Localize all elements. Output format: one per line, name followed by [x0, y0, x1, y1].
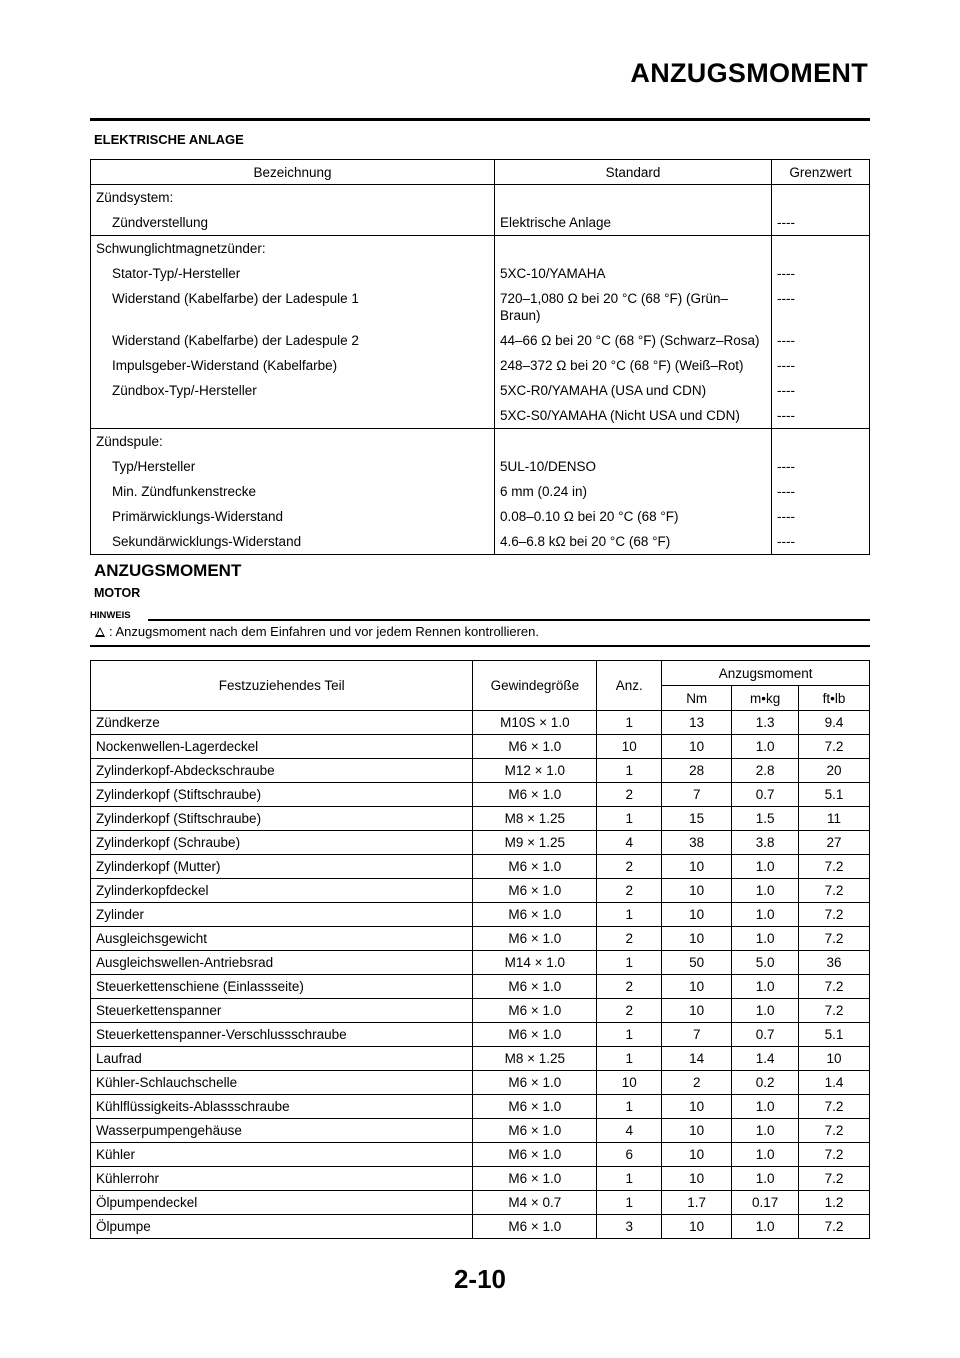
quantity: 4 [597, 831, 662, 855]
spec-limit: ---- [772, 378, 870, 403]
table-row [91, 1023, 870, 1047]
column-header-standard: Standard [495, 160, 772, 185]
spec-limit: ---- [772, 286, 870, 328]
thread-size: M6 × 1.0 [473, 1071, 597, 1095]
torque-ftlb: 5.1 [799, 783, 870, 807]
thread-size: M6 × 1.0 [473, 999, 597, 1023]
quantity: 1 [597, 759, 662, 783]
quantity: 2 [597, 999, 662, 1023]
torque-ftlb: 7.2 [799, 1215, 870, 1239]
table-row [91, 711, 870, 735]
electrical-header-row [91, 160, 870, 185]
torque-ftlb: 36 [799, 951, 870, 975]
group-standard-empty [495, 236, 772, 262]
part-name: Kühler [91, 1143, 473, 1167]
spec-designation [91, 403, 495, 429]
note-text: : Anzugsmoment nach dem Einfahren und vor jedem Rennen kontrollieren. [109, 624, 539, 639]
torque-ftlb: 9.4 [799, 711, 870, 735]
torque-ftlb: 7.2 [799, 855, 870, 879]
group-title: Zündsystem: [91, 185, 495, 211]
thread-size: M6 × 1.0 [473, 1119, 597, 1143]
spec-standard: 248–372 Ω bei 20 °C (68 °F) (Weiß–Rot) [495, 353, 772, 378]
spec-standard: 5UL-10/DENSO [495, 454, 772, 479]
column-header-mkg: m•kg [732, 686, 799, 711]
torque-mkg: 1.0 [732, 1143, 799, 1167]
quantity: 3 [597, 1215, 662, 1239]
table-row [91, 1047, 870, 1071]
torque-mkg: 1.0 [732, 975, 799, 999]
spec-designation: Zündverstellung [91, 210, 495, 236]
torque-nm: 10 [662, 1215, 732, 1239]
torque-nm: 2 [662, 1071, 732, 1095]
electrical-table-body [91, 185, 870, 555]
torque-ftlb: 1.2 [799, 1191, 870, 1215]
thread-size: M6 × 1.0 [473, 975, 597, 999]
spec-standard: 5XC-10/YAMAHA [495, 261, 772, 286]
column-header-designation: Bezeichnung [91, 160, 495, 185]
group-row [91, 236, 870, 262]
table-row [91, 951, 870, 975]
section-subtitle-motor: MOTOR [94, 586, 141, 600]
torque-nm: 50 [662, 951, 732, 975]
column-header-part: Festzuziehendes Teil [91, 661, 473, 711]
spec-limit: ---- [772, 210, 870, 236]
thread-size: M6 × 1.0 [473, 1023, 597, 1047]
part-name: Zylinderkopf-Abdeckschraube [91, 759, 473, 783]
note-rule-bottom [90, 645, 870, 647]
part-name: Ausgleichswellen-Antriebsrad [91, 951, 473, 975]
spec-designation: Widerstand (Kabelfarbe) der Ladespule 1 [91, 286, 495, 328]
part-name: Zylinder [91, 903, 473, 927]
torque-nm: 10 [662, 903, 732, 927]
spec-standard: Elektrische Anlage [495, 210, 772, 236]
torque-ftlb: 7.2 [799, 735, 870, 759]
table-row [91, 879, 870, 903]
table-row [91, 975, 870, 999]
torque-mkg: 0.17 [732, 1191, 799, 1215]
quantity: 10 [597, 1071, 662, 1095]
torque-ftlb: 5.1 [799, 1023, 870, 1047]
torque-mkg: 1.0 [732, 999, 799, 1023]
quantity: 2 [597, 855, 662, 879]
part-name: Steuerkettenspanner-Verschlussschraube [91, 1023, 473, 1047]
table-row [91, 999, 870, 1023]
torque-ftlb: 7.2 [799, 903, 870, 927]
table-row [91, 1191, 870, 1215]
torque-ftlb: 20 [799, 759, 870, 783]
quantity: 2 [597, 927, 662, 951]
torque-ftlb: 1.4 [799, 1071, 870, 1095]
table-row [91, 1095, 870, 1119]
torque-ftlb: 7.2 [799, 999, 870, 1023]
torque-mkg: 1.0 [732, 735, 799, 759]
table-row [91, 1143, 870, 1167]
spec-designation: Sekundärwicklungs-Widerstand [91, 529, 495, 555]
torque-nm: 10 [662, 879, 732, 903]
part-name: Wasserpumpengehäuse [91, 1119, 473, 1143]
torque-nm: 10 [662, 975, 732, 999]
torque-mkg: 0.7 [732, 1023, 799, 1047]
table-row [91, 903, 870, 927]
quantity: 2 [597, 975, 662, 999]
spec-designation: Widerstand (Kabelfarbe) der Ladespule 2 [91, 328, 495, 353]
torque-nm: 10 [662, 1167, 732, 1191]
part-name: Laufrad [91, 1047, 473, 1071]
torque-mkg: 3.8 [732, 831, 799, 855]
torque-nm: 38 [662, 831, 732, 855]
triangle-icon [95, 627, 105, 637]
spec-standard: 44–66 Ω bei 20 °C (68 °F) (Schwarz–Rosa) [495, 328, 772, 353]
thread-size: M6 × 1.0 [473, 1167, 597, 1191]
table-row [91, 831, 870, 855]
spec-limit: ---- [772, 529, 870, 555]
quantity: 1 [597, 1167, 662, 1191]
table-row [91, 1215, 870, 1239]
table-row [91, 855, 870, 879]
torque-mkg: 0.2 [732, 1071, 799, 1095]
thread-size: M8 × 1.25 [473, 807, 597, 831]
thread-size: M14 × 1.0 [473, 951, 597, 975]
torque-nm: 10 [662, 855, 732, 879]
torque-mkg: 1.0 [732, 1119, 799, 1143]
table-row [91, 1071, 870, 1095]
torque-mkg: 1.0 [732, 855, 799, 879]
column-header-ftlb: ft•lb [799, 686, 870, 711]
table-row [91, 735, 870, 759]
thread-size: M6 × 1.0 [473, 927, 597, 951]
torque-nm: 10 [662, 1143, 732, 1167]
part-name: Kühlerrohr [91, 1167, 473, 1191]
spec-standard: 4.6–6.8 kΩ bei 20 °C (68 °F) [495, 529, 772, 555]
table-row [91, 759, 870, 783]
torque-mkg: 5.0 [732, 951, 799, 975]
spec-row [91, 454, 870, 479]
page-header-title: ANZUGSMOMENT [630, 58, 868, 88]
torque-ftlb: 7.2 [799, 1167, 870, 1191]
torque-nm: 10 [662, 999, 732, 1023]
torque-mkg: 1.0 [732, 903, 799, 927]
spec-designation: Stator-Typ/-Hersteller [91, 261, 495, 286]
spec-standard: 0.08–0.10 Ω bei 20 °C (68 °F) [495, 504, 772, 529]
electrical-spec-table [90, 159, 870, 555]
group-standard-empty [495, 429, 772, 455]
group-limit-empty [772, 185, 870, 211]
page-number: 2-10 [453, 1264, 507, 1294]
torque-mkg: 1.4 [732, 1047, 799, 1071]
torque-mkg: 2.8 [732, 759, 799, 783]
group-limit-empty [772, 429, 870, 455]
header-rule [90, 118, 870, 121]
thread-size: M6 × 1.0 [473, 1095, 597, 1119]
note-label: HINWEIS [90, 610, 131, 621]
torque-ftlb: 10 [799, 1047, 870, 1071]
group-title: Schwunglichtmagnetzünder: [91, 236, 495, 262]
quantity: 1 [597, 1023, 662, 1047]
thread-size: M4 × 0.7 [473, 1191, 597, 1215]
torque-mkg: 1.0 [732, 1167, 799, 1191]
spec-row [91, 261, 870, 286]
part-name: Zylinderkopf (Mutter) [91, 855, 473, 879]
torque-nm: 10 [662, 927, 732, 951]
torque-nm: 14 [662, 1047, 732, 1071]
table-row [91, 927, 870, 951]
group-row [91, 185, 870, 211]
torque-table [90, 660, 870, 1239]
torque-ftlb: 7.2 [799, 975, 870, 999]
spec-row [91, 328, 870, 353]
torque-ftlb: 7.2 [799, 1143, 870, 1167]
torque-ftlb: 7.2 [799, 879, 870, 903]
spec-row [91, 353, 870, 378]
spec-designation: Impulsgeber-Widerstand (Kabelfarbe) [91, 353, 495, 378]
part-name: Zylinderkopf (Stiftschraube) [91, 807, 473, 831]
part-name: Ausgleichsgewicht [91, 927, 473, 951]
torque-nm: 10 [662, 1095, 732, 1119]
torque-mkg: 1.0 [732, 927, 799, 951]
part-name: Kühlflüssigkeits-Ablassschraube [91, 1095, 473, 1119]
quantity: 1 [597, 1191, 662, 1215]
group-limit-empty [772, 236, 870, 262]
part-name: Zündkerze [91, 711, 473, 735]
spec-limit: ---- [772, 353, 870, 378]
spec-limit: ---- [772, 454, 870, 479]
table-row [91, 783, 870, 807]
quantity: 2 [597, 879, 662, 903]
torque-ftlb: 7.2 [799, 1095, 870, 1119]
torque-mkg: 0.7 [732, 783, 799, 807]
quantity: 6 [597, 1143, 662, 1167]
spec-standard: 5XC-S0/YAMAHA (Nicht USA und CDN) [495, 403, 772, 429]
torque-ftlb: 7.2 [799, 1119, 870, 1143]
column-header-limit: Grenzwert [772, 160, 870, 185]
quantity: 1 [597, 711, 662, 735]
part-name: Nockenwellen-Lagerdeckel [91, 735, 473, 759]
section-title-electrical: ELEKTRISCHE ANLAGE [94, 132, 244, 147]
torque-mkg: 1.3 [732, 711, 799, 735]
column-header-thread: Gewindegröße [473, 661, 597, 711]
spec-row [91, 403, 870, 429]
spec-standard: 5XC-R0/YAMAHA (USA und CDN) [495, 378, 772, 403]
thread-size: M10S × 1.0 [473, 711, 597, 735]
torque-nm: 15 [662, 807, 732, 831]
quantity: 1 [597, 903, 662, 927]
torque-mkg: 1.5 [732, 807, 799, 831]
spec-designation: Typ/Hersteller [91, 454, 495, 479]
spec-row [91, 210, 870, 236]
torque-ftlb: 11 [799, 807, 870, 831]
thread-size: M6 × 1.0 [473, 735, 597, 759]
table-row [91, 1167, 870, 1191]
spec-standard: 720–1,080 Ω bei 20 °C (68 °F) (Grün–Braun) [495, 286, 772, 328]
torque-nm: 7 [662, 783, 732, 807]
torque-nm: 10 [662, 1119, 732, 1143]
spec-row [91, 378, 870, 403]
group-title: Zündspule: [91, 429, 495, 455]
spec-designation: Zündbox-Typ/-Hersteller [91, 378, 495, 403]
note-rule-top [148, 619, 870, 621]
thread-size: M6 × 1.0 [473, 1143, 597, 1167]
thread-size: M6 × 1.0 [473, 903, 597, 927]
quantity: 1 [597, 1095, 662, 1119]
thread-size: M6 × 1.0 [473, 879, 597, 903]
thread-size: M6 × 1.0 [473, 783, 597, 807]
table-row [91, 1119, 870, 1143]
part-name: Ölpumpe [91, 1215, 473, 1239]
thread-size: M12 × 1.0 [473, 759, 597, 783]
table-row [91, 807, 870, 831]
spec-standard: 6 mm (0.24 in) [495, 479, 772, 504]
part-name: Zylinderkopf (Stiftschraube) [91, 783, 473, 807]
spec-designation: Min. Zündfunkenstrecke [91, 479, 495, 504]
group-row [91, 429, 870, 455]
spec-limit: ---- [772, 261, 870, 286]
torque-mkg: 1.0 [732, 879, 799, 903]
part-name: Zylinderkopf (Schraube) [91, 831, 473, 855]
spec-designation: Primärwicklungs-Widerstand [91, 504, 495, 529]
spec-row [91, 286, 870, 328]
quantity: 2 [597, 783, 662, 807]
torque-nm: 28 [662, 759, 732, 783]
spec-limit: ---- [772, 479, 870, 504]
column-header-nm: Nm [662, 686, 732, 711]
torque-nm: 13 [662, 711, 732, 735]
torque-mkg: 1.0 [732, 1215, 799, 1239]
torque-table-body [91, 711, 870, 1239]
quantity: 1 [597, 1047, 662, 1071]
torque-nm: 7 [662, 1023, 732, 1047]
spec-limit: ---- [772, 504, 870, 529]
part-name: Kühler-Schlauchschelle [91, 1071, 473, 1095]
section-title-torque: ANZUGSMOMENT [94, 561, 242, 580]
torque-ftlb: 27 [799, 831, 870, 855]
quantity: 4 [597, 1119, 662, 1143]
spec-limit: ---- [772, 403, 870, 429]
thread-size: M9 × 1.25 [473, 831, 597, 855]
part-name: Steuerkettenspanner [91, 999, 473, 1023]
group-standard-empty [495, 185, 772, 211]
torque-nm: 1.7 [662, 1191, 732, 1215]
column-header-torque: Anzugsmoment [662, 661, 870, 686]
quantity: 1 [597, 951, 662, 975]
part-name: Zylinderkopfdeckel [91, 879, 473, 903]
torque-mkg: 1.0 [732, 1095, 799, 1119]
column-header-qty: Anz. [597, 661, 662, 711]
thread-size: M6 × 1.0 [473, 855, 597, 879]
torque-ftlb: 7.2 [799, 927, 870, 951]
thread-size: M8 × 1.25 [473, 1047, 597, 1071]
quantity: 1 [597, 807, 662, 831]
thread-size: M6 × 1.0 [473, 1215, 597, 1239]
spec-row [91, 479, 870, 504]
quantity: 10 [597, 735, 662, 759]
spec-row [91, 504, 870, 529]
torque-nm: 10 [662, 735, 732, 759]
part-name: Steuerkettenschiene (Einlassseite) [91, 975, 473, 999]
part-name: Ölpumpendeckel [91, 1191, 473, 1215]
torque-header-row-1 [91, 661, 870, 686]
note [95, 624, 539, 639]
spec-row [91, 529, 870, 555]
spec-limit: ---- [772, 328, 870, 353]
